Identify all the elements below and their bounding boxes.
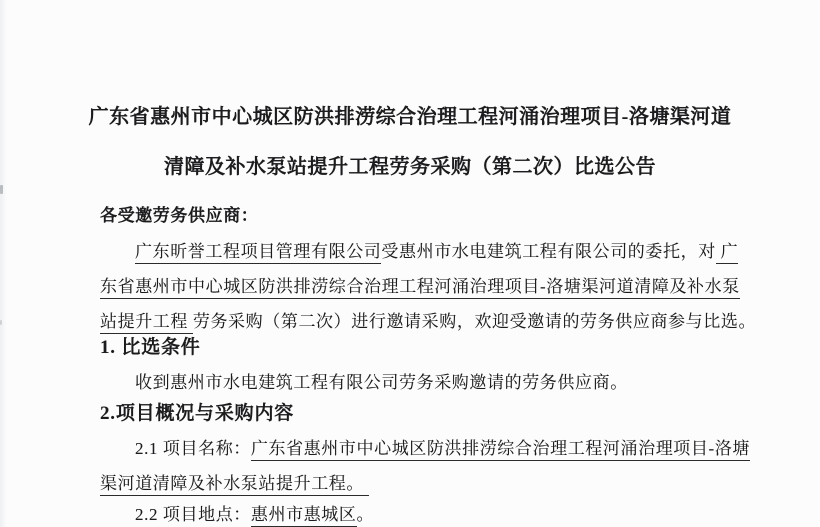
project-name-underlined-middle: 东省惠州市中心城区防洪排涝综合治理工程河涌治理项目-洛塘渠河道清障及补水泵 [100,277,740,299]
salutation: 各受邀劳务供应商： [100,206,259,225]
item-2-2-line [100,503,780,527]
scan-edge-shading [0,0,7,527]
document-title-line-2: 清障及补水泵站提升工程劳务采购（第二次）比选公告 [164,156,656,178]
section-2-heading: 2.项目概况与采购内容 [100,403,295,424]
agent-company-name: 广东昕誉工程项目管理有限公司 [135,242,381,264]
project-name-underlined: 渠河道清障及补水泵站提升工程。 [100,474,369,496]
project-location-underlined: 惠州市惠城区 [251,505,357,527]
intro-paragraph-line-3 [100,310,757,334]
scan-artifact-speck [0,320,2,325]
project-name-underlined: 广东省惠州市中心城区防洪排涝综合治理工程河涌治理项目-洛塘 [251,439,750,461]
project-name-underlined-start: 广 [716,242,738,264]
item-2-1-line-1 [100,437,780,461]
period: 。 [356,505,375,524]
section-1-heading: 1. 比选条件 [100,337,201,358]
intro-paragraph-line-1 [100,240,780,264]
item-2-2-label: 2.2 项目地点： [135,505,251,524]
project-name-underlined-end: 站提升工程 [100,312,193,334]
document-title-line-1: 广东省惠州市中心城区防洪排涝综合治理工程河涌治理项目-洛塘渠河道 [88,106,732,128]
intro-text: 劳务采购（第二次）进行邀请采购，欢迎受邀请的劳务供应商参与比选。 [192,312,757,331]
section-1-body: 收到惠州市水电建筑工程有限公司劳务采购邀请的劳务供应商。 [135,373,628,392]
item-2-1-label: 2.1 项目名称： [135,439,251,458]
intro-paragraph-line-2 [100,275,745,299]
intro-text: 受惠州市水电建筑工程有限公司的委托，对 [381,242,716,261]
scan-artifact-speck [0,185,3,194]
item-2-1-line-2 [100,472,745,496]
